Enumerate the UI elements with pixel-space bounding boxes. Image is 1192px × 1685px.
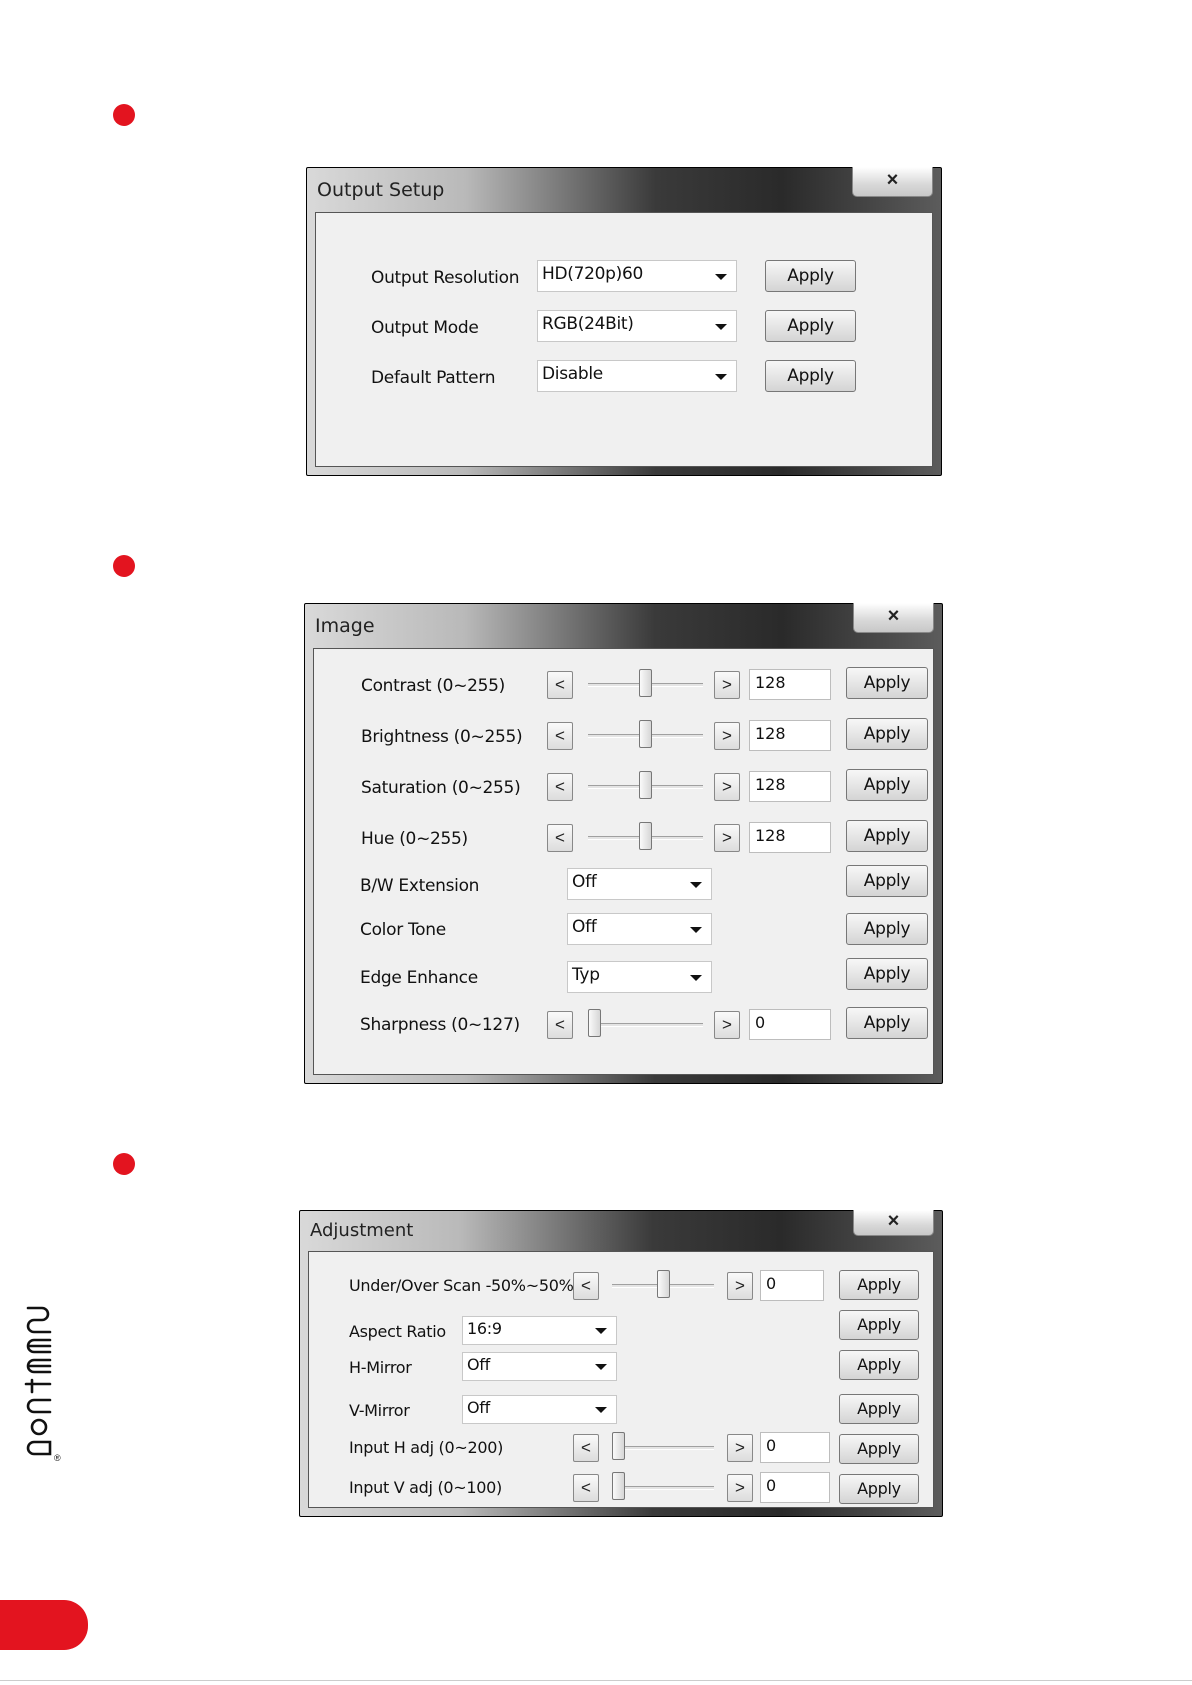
- hue-row: [314, 802, 933, 852]
- apply-h-mirror-button[interactable]: Apply: [839, 1350, 919, 1380]
- scan-increase-button[interactable]: >: [727, 1272, 753, 1300]
- brightness-value-field[interactable]: 128: [749, 720, 831, 751]
- sharpness-value-field[interactable]: 0: [749, 1009, 831, 1040]
- input-v-adj-label: Input V adj (0~100): [349, 1478, 502, 1497]
- edge-enhance-value: Typ: [572, 965, 600, 985]
- v-adj-value-field[interactable]: 0: [760, 1472, 830, 1503]
- apply-output-mode-button[interactable]: Apply: [765, 310, 856, 342]
- sharpness-slider-track[interactable]: [588, 1023, 703, 1027]
- window-client-area: [308, 1251, 934, 1508]
- v-adj-slider-thumb[interactable]: [612, 1472, 625, 1500]
- v-adj-slider-track[interactable]: [612, 1486, 714, 1490]
- input-v-adj-row: [309, 1460, 933, 1500]
- section-bullet: [113, 104, 135, 126]
- input-h-adj-label: Input H adj (0~200): [349, 1438, 504, 1457]
- chevron-down-icon: [715, 274, 727, 280]
- brightness-row: [314, 700, 933, 750]
- aspect-ratio-label: Aspect Ratio: [349, 1322, 446, 1341]
- h-adj-slider-thumb[interactable]: [612, 1432, 625, 1460]
- apply-default-pattern-button[interactable]: Apply: [765, 360, 856, 392]
- h-adj-decrease-button[interactable]: <: [573, 1434, 599, 1462]
- chevron-down-icon: [690, 882, 702, 888]
- section-bullet: [113, 1153, 135, 1175]
- hue-slider-thumb[interactable]: [639, 822, 652, 850]
- apply-scan-button[interactable]: Apply: [839, 1270, 919, 1300]
- window-client-area: [315, 212, 933, 467]
- aspect-ratio-select[interactable]: [462, 1316, 617, 1345]
- output-mode-select[interactable]: [537, 310, 737, 342]
- apply-h-adj-button[interactable]: Apply: [839, 1434, 919, 1464]
- apply-sharpness-button[interactable]: Apply: [846, 1007, 928, 1039]
- apply-color-tone-button[interactable]: Apply: [846, 913, 928, 945]
- output-resolution-label: Output Resolution: [371, 268, 520, 288]
- sharpness-row: [314, 989, 933, 1039]
- saturation-value-field[interactable]: 128: [749, 771, 831, 802]
- sharpness-slider-thumb[interactable]: [588, 1009, 601, 1037]
- chevron-down-icon: [595, 1364, 607, 1370]
- bw-extension-select[interactable]: [567, 868, 712, 900]
- brightness-label: Brightness (0~255): [361, 727, 523, 747]
- section-bullet: [113, 555, 135, 577]
- page-tab-marker: [0, 1600, 88, 1650]
- close-button[interactable]: ×: [852, 167, 933, 197]
- close-button[interactable]: ×: [853, 603, 934, 633]
- output-mode-label: Output Mode: [371, 318, 479, 338]
- h-mirror-value: Off: [467, 1355, 490, 1374]
- contrast-label: Contrast (0~255): [361, 676, 506, 696]
- sharpness-increase-button[interactable]: >: [714, 1011, 740, 1039]
- bw-extension-value: Off: [572, 872, 597, 892]
- default-pattern-label: Default Pattern: [371, 368, 496, 388]
- window-title: Output Setup: [317, 179, 445, 201]
- input-h-adj-row: [309, 1420, 933, 1460]
- output-resolution-value: HD(720p)60: [542, 264, 644, 284]
- chevron-down-icon: [715, 324, 727, 330]
- chevron-down-icon: [715, 374, 727, 380]
- output-resolution-select[interactable]: [537, 260, 737, 292]
- apply-saturation-button[interactable]: Apply: [846, 769, 928, 801]
- apply-v-adj-button[interactable]: Apply: [839, 1474, 919, 1504]
- apply-v-mirror-button[interactable]: Apply: [839, 1394, 919, 1424]
- scan-value-field[interactable]: 0: [760, 1270, 824, 1301]
- contrast-row: [314, 649, 933, 699]
- h-mirror-select[interactable]: [462, 1352, 617, 1381]
- apply-output-resolution-button[interactable]: Apply: [765, 260, 856, 292]
- title-bar[interactable]: [305, 604, 942, 646]
- brightness-slider-thumb[interactable]: [639, 720, 652, 748]
- h-mirror-label: H-Mirror: [349, 1358, 412, 1377]
- output-setup-window: [306, 167, 942, 476]
- h-adj-increase-button[interactable]: >: [727, 1434, 753, 1462]
- saturation-increase-button[interactable]: >: [714, 773, 740, 801]
- hue-label: Hue (0~255): [361, 829, 468, 849]
- saturation-label: Saturation (0~255): [361, 778, 521, 798]
- edge-enhance-label: Edge Enhance: [360, 968, 478, 988]
- h-adj-slider-track[interactable]: [612, 1446, 714, 1450]
- saturation-slider-thumb[interactable]: [639, 771, 652, 799]
- apply-brightness-button[interactable]: Apply: [846, 718, 928, 750]
- v-mirror-label: V-Mirror: [349, 1401, 410, 1420]
- h-adj-value-field[interactable]: 0: [760, 1432, 830, 1463]
- v-adj-decrease-button[interactable]: <: [573, 1474, 599, 1502]
- contrast-slider-thumb[interactable]: [639, 669, 652, 697]
- title-bar[interactable]: [300, 1211, 942, 1253]
- hue-value-field[interactable]: 128: [749, 822, 831, 853]
- contrast-increase-button[interactable]: >: [714, 671, 740, 699]
- color-tone-select[interactable]: [567, 913, 712, 945]
- window-client-area: [313, 648, 934, 1075]
- scan-decrease-button[interactable]: <: [573, 1272, 599, 1300]
- default-pattern-value: Disable: [542, 364, 603, 384]
- v-mirror-value: Off: [467, 1398, 490, 1417]
- brightness-decrease-button[interactable]: <: [547, 722, 573, 750]
- window-title: Image: [315, 615, 375, 637]
- chevron-down-icon: [595, 1407, 607, 1413]
- adjustment-window: [299, 1210, 943, 1517]
- close-button[interactable]: ×: [853, 1210, 934, 1236]
- aspect-ratio-value: 16:9: [467, 1319, 502, 1338]
- image-window: [304, 603, 943, 1084]
- hue-increase-button[interactable]: >: [714, 824, 740, 852]
- brightness-increase-button[interactable]: >: [714, 722, 740, 750]
- contrast-decrease-button[interactable]: <: [547, 671, 573, 699]
- chevron-down-icon: [690, 927, 702, 933]
- saturation-row: [314, 751, 933, 801]
- output-mode-value: RGB(24Bit): [542, 314, 634, 334]
- registered-mark: ®: [54, 1453, 61, 1463]
- sharpness-decrease-button[interactable]: <: [547, 1011, 573, 1039]
- apply-aspect-ratio-button[interactable]: Apply: [839, 1310, 919, 1340]
- window-title: Adjustment: [310, 1220, 414, 1241]
- brand-logo: [24, 1300, 61, 1463]
- apply-edge-enhance-button[interactable]: Apply: [846, 958, 928, 990]
- apply-hue-button[interactable]: Apply: [846, 820, 928, 852]
- scan-slider-thumb[interactable]: [657, 1270, 670, 1298]
- under-over-scan-label: Under/Over Scan -50%~50%: [349, 1276, 574, 1295]
- seetec-logo-graphic: [24, 1300, 54, 1460]
- sharpness-label: Sharpness (0~127): [360, 1015, 520, 1035]
- default-pattern-select[interactable]: [537, 360, 737, 392]
- title-bar[interactable]: [307, 168, 941, 210]
- contrast-value-field[interactable]: 128: [749, 669, 831, 700]
- saturation-decrease-button[interactable]: <: [547, 773, 573, 801]
- v-adj-increase-button[interactable]: >: [727, 1474, 753, 1502]
- color-tone-label: Color Tone: [360, 920, 446, 940]
- apply-bw-extension-button[interactable]: Apply: [846, 865, 928, 897]
- apply-contrast-button[interactable]: Apply: [846, 667, 928, 699]
- hue-decrease-button[interactable]: <: [547, 824, 573, 852]
- bw-extension-label: B/W Extension: [360, 876, 480, 896]
- color-tone-value: Off: [572, 917, 597, 937]
- under-over-scan-row: [309, 1252, 933, 1295]
- chevron-down-icon: [595, 1328, 607, 1334]
- chevron-down-icon: [690, 975, 702, 981]
- page-divider: [0, 1680, 1192, 1681]
